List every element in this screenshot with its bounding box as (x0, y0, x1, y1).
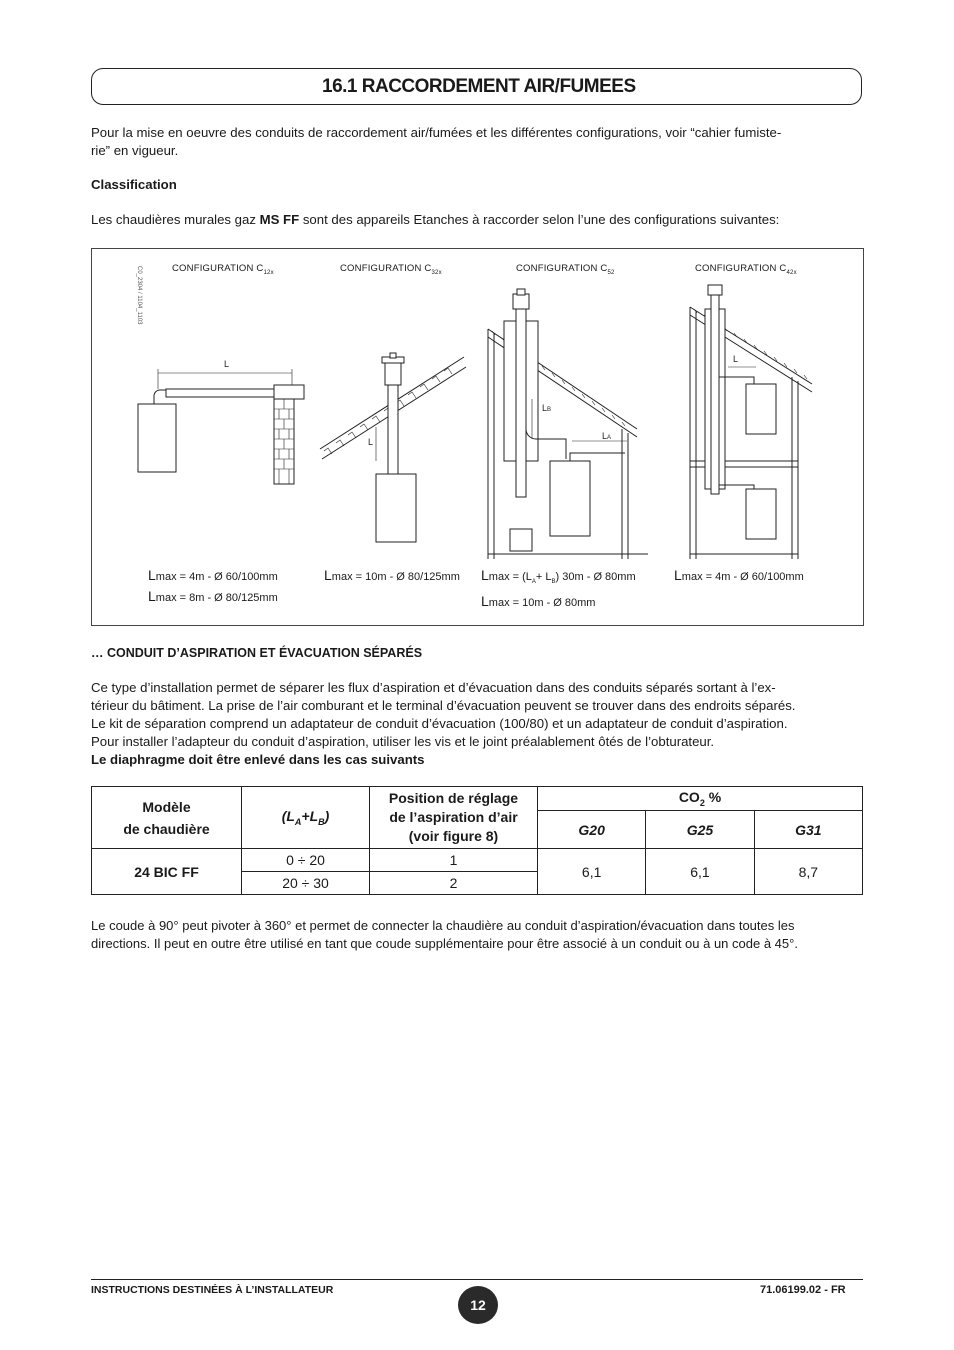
th-g20: G20 (538, 811, 646, 849)
cell-co2-g25: 6,1 (646, 849, 754, 895)
cell-co2-g31: 8,7 (754, 849, 862, 895)
diaphragm-table (91, 786, 863, 895)
classification-text-a: Les chaudières murales gaz (91, 212, 260, 227)
cell-range-1: 0 ÷ 20 (242, 849, 370, 872)
th-co2: $CO_2$ % (538, 787, 863, 811)
c52-lmax-1: $Lmax = (L_A+ L_B)$ 30m - Ø 80mm (481, 567, 636, 586)
cell-model: 24 BIC FF (92, 849, 242, 895)
classification-text-b: sont des appareils Etanches à raccorder selon l’une des configurations suivantes: (299, 212, 780, 227)
c12-drawing (138, 359, 304, 484)
note-line-1: Le coude à 90° peut pivoter à 360° et permet de connecter la chaudière au conduit d’aspiration/évacuation dans toutes les (91, 918, 795, 933)
figure-code: C0_2304 / 1104_1103 (136, 266, 142, 325)
c32-dim-l: L (368, 437, 374, 447)
c42-lmax (674, 566, 804, 587)
th-g25: G25 (646, 811, 754, 849)
section-heading: … CONDUIT D’ASPIRATION ET ÉVACUATION SÉPARÉS (91, 646, 423, 660)
footer-left-text: INSTRUCTIONS DESTINÉES À L’INSTALLATEUR (91, 1284, 334, 1296)
c12-lmax (148, 566, 278, 608)
cell-co2-g20: 6,1 (538, 849, 646, 895)
config-c52-label: CONFIGURATION $C_{52}$ (516, 263, 615, 276)
intro-line-1: Pour la mise en oeuvre des conduits de raccordement air/fumées et les différentes configurations, voir “cahier fumiste- (91, 125, 782, 140)
config-c42-label: CONFIGURATION $C_{42x}$ (695, 263, 797, 276)
c52-lmax (481, 566, 636, 613)
section-line-4: Pour installer l’adapteur du conduit d’aspiration, utiliser les vis et le joint préalablement ôtés de l’obturateur. (91, 734, 715, 749)
cell-position-2: 2 (370, 872, 538, 895)
intro-line-2: rie” en vigueur. (91, 143, 179, 158)
cell-position-1: 1 (370, 849, 538, 872)
configurations-drawing (92, 249, 862, 559)
c12-lmax-2: Lmax = 8m - Ø 80/125mm (148, 588, 278, 604)
note-line-2: directions. Il peut en outre être utilisé en tant que coude supplémentaire pour être associé à un conduit ou à un code à 45°. (91, 936, 798, 951)
c42-drawing (690, 285, 812, 559)
c52-dim-la: LA (602, 431, 612, 441)
footer-doc-ref: 71.06199.02 - FR (760, 1284, 846, 1296)
section-line-2: térieur du bâtiment. La prise de l’air comburant et le terminal d’évacuation peuvent se trouver dans des endroits séparés. (91, 698, 796, 713)
note-paragraph (91, 917, 871, 953)
section-line-3: Le kit de séparation comprend un adaptateur de conduit d’évacuation (100/80) et un adaptateur de conduit d’aspiration. (91, 716, 788, 731)
section-bold-line: Le diaphragme doit être enlevé dans les cas suivants (91, 752, 425, 767)
intro-paragraph (91, 124, 863, 160)
th-position: Position de réglage de l’aspiration d’air (voir figure 8) (370, 787, 538, 849)
classification-text (91, 211, 866, 229)
c32-lmax (324, 566, 460, 587)
th-model: Modèle de chaudière (92, 787, 242, 849)
c32-lmax-1: Lmax = 10m - Ø 80/125mm (324, 567, 460, 583)
c42-lmax-1: Lmax = 4m - Ø 60/100mm (674, 567, 804, 583)
th-g31: G31 (754, 811, 862, 849)
page-title: 16.1 RACCORDEMENT AIR/FUMEES (322, 76, 636, 97)
c32-drawing (320, 353, 466, 542)
config-c32-label: CONFIGURATION $C_{32x}$ (340, 263, 442, 276)
c52-lmax-2: Lmax = 10m - Ø 80mm (481, 593, 596, 610)
section-paragraph (91, 679, 863, 769)
classification-model: MS FF (259, 212, 300, 227)
c42-dim-l: L (733, 354, 739, 364)
cell-range-2: 20 ÷ 30 (242, 872, 370, 895)
classification-heading: Classification (91, 177, 177, 192)
c52-dim-lb: LB (542, 403, 552, 413)
footer-rule (91, 1279, 863, 1280)
c12-lmax-1: Lmax = 4m - Ø 60/100mm (148, 567, 278, 583)
page-number: 12 (458, 1286, 498, 1324)
c12-dim-l: L (224, 359, 230, 369)
th-length: $(L_A+L_B)$ (242, 787, 370, 849)
config-c12-label: CONFIGURATION $C_{12x}$ (172, 263, 274, 276)
c52-drawing (488, 289, 648, 559)
section-line-1: Ce type d’installation permet de séparer les flux d’aspiration et d’évacuation dans des conduits séparés sortant à l’ex- (91, 680, 776, 695)
